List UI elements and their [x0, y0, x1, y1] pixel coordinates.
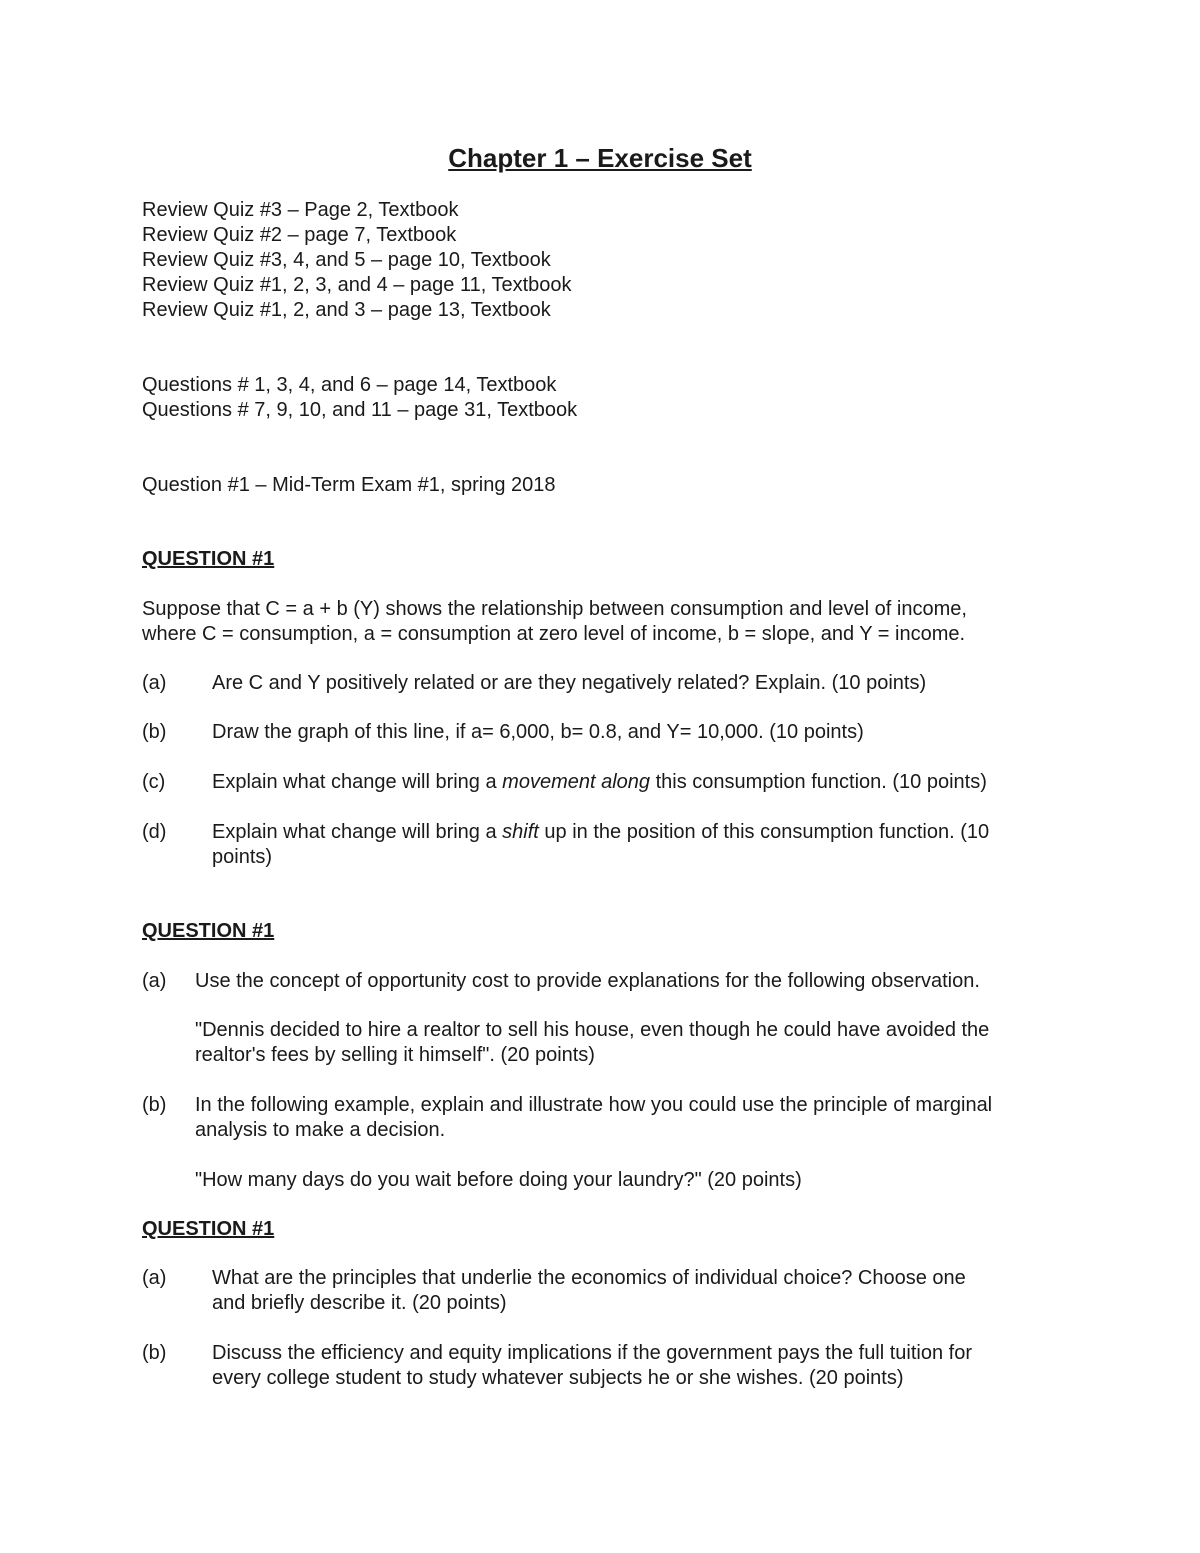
review-item: Review Quiz #2 – page 7, Textbook [142, 224, 457, 246]
part-text-line: every college student to study whatever subjects he or she wishes. (20 points) [212, 1367, 904, 1389]
section2-quote-a [195, 1018, 1075, 1068]
part-text-line: points) [212, 846, 273, 868]
intro-line: where C = consumption, a = consumption at zero level of income, b = slope, and Y = income. [142, 623, 966, 645]
textbook-questions-list [142, 373, 1072, 423]
part-text [212, 820, 1072, 870]
section3-heading: QUESTION #1 [142, 1218, 275, 1240]
part-label: (a) [142, 1267, 167, 1289]
part-text-pre: Explain what change will bring a [212, 821, 503, 843]
part-text-pre: Explain what change will bring a [212, 771, 503, 793]
review-item: Review Quiz #3, 4, and 5 – page 10, Textbook [142, 249, 551, 271]
part-label: (a) [142, 970, 167, 992]
questions-item: Questions # 1, 3, 4, and 6 – page 14, Textbook [142, 374, 557, 396]
section1-heading: QUESTION #1 [142, 548, 275, 570]
part-text [195, 1093, 1072, 1143]
section2-heading: QUESTION #1 [142, 920, 275, 942]
part-text-line [212, 820, 1072, 845]
part-label: (d) [142, 821, 167, 843]
part-text-line: In the following example, explain and illustrate how you could use the principle of marginal [195, 1094, 993, 1116]
emphasis-movement-along: movement along [502, 771, 651, 793]
review-item: Review Quiz #1, 2, 3, and 4 – page 11, Textbook [142, 274, 572, 296]
part-label: (b) [142, 1342, 167, 1364]
part-text-line: Discuss the efficiency and equity implications if the government pays the full tuition for [212, 1342, 973, 1364]
part-text: Are C and Y positively related or are they negatively related? Explain. (10 points) [212, 672, 927, 694]
part-text-post: up in the position of this consumption function. (10 [538, 821, 990, 843]
part-label: (a) [142, 672, 167, 694]
quote-line: realtor's fees by selling it himself". (20 points) [195, 1044, 595, 1066]
page-title: Chapter 1 – Exercise Set [448, 143, 752, 173]
review-item: Review Quiz #1, 2, and 3 – page 13, Textbook [142, 299, 551, 321]
part-text [212, 1266, 1072, 1316]
part-text: Draw the graph of this line, if a= 6,000, b= 0.8, and Y= 10,000. (10 points) [212, 721, 864, 743]
midterm-ref-text: Question #1 – Mid-Term Exam #1, spring 2018 [142, 474, 556, 496]
review-item: Review Quiz #3 – Page 2, Textbook [142, 199, 459, 221]
part-text: Use the concept of opportunity cost to provide explanations for the following observation. [195, 970, 980, 992]
questions-item: Questions # 7, 9, 10, and 11 – page 31, Textbook [142, 399, 578, 421]
part-text-line: What are the principles that underlie the economics of individual choice? Choose one [212, 1267, 966, 1289]
part-text [212, 1341, 1072, 1391]
part-label: (b) [142, 1094, 167, 1116]
section1-intro [142, 597, 1072, 647]
quote-line: "How many days do you wait before doing your laundry?" (20 points) [195, 1169, 802, 1191]
part-label: (c) [142, 771, 166, 793]
section2-quote-b [195, 1168, 1075, 1193]
emphasis-shift: shift [502, 821, 539, 843]
part-text-line: and briefly describe it. (20 points) [212, 1292, 507, 1314]
intro-line: Suppose that C = a + b (Y) shows the relationship between consumption and level of income, [142, 598, 967, 620]
quote-line: "Dennis decided to hire a realtor to sell his house, even though he could have avoided the [195, 1019, 990, 1041]
part-text-post: this consumption function. (10 points) [650, 771, 987, 793]
part-label: (b) [142, 721, 167, 743]
part-text [212, 770, 1072, 795]
midterm-reference [142, 473, 1072, 498]
review-quiz-list [142, 198, 1072, 323]
part-text-line: analysis to make a decision. [195, 1119, 446, 1141]
